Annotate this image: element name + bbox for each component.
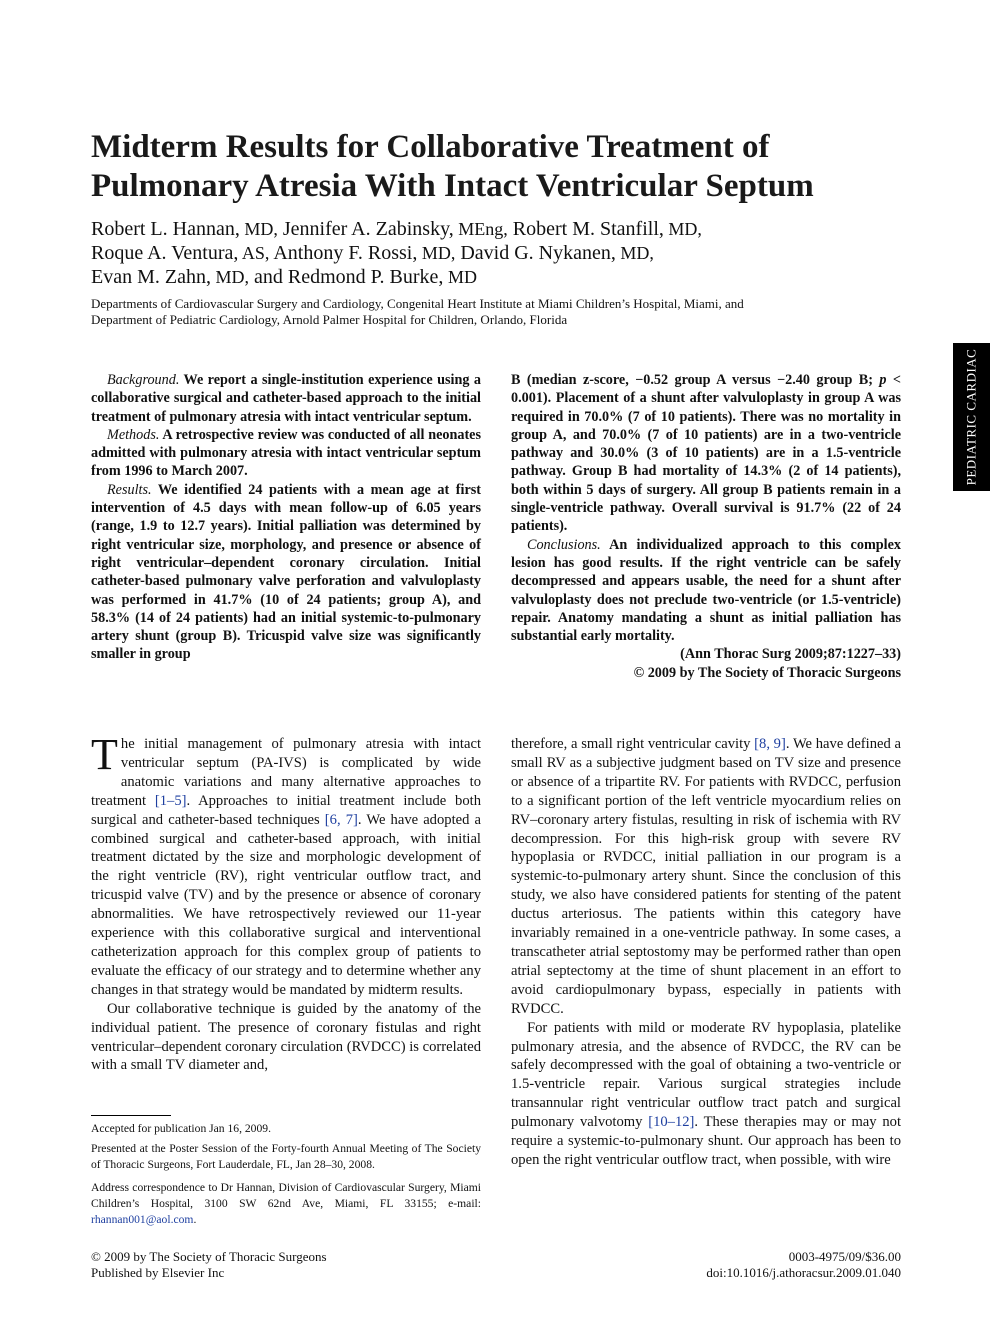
body-text: For patients with mild or moderate RV hypoplasia, platelike pulmonary atresia, and the absence of RVDCC, the RV can be safely decompressed with the goal of obtaining a two-ventricle or 1.5-ventricle repair. Various surgical strategies include transannular right ventricular outflow tract patch and surgical pulmonary valvotomy xyxy=(511,1019,901,1131)
email-link[interactable]: rhannan001@aol.com xyxy=(91,1213,194,1226)
abstract-label: Methods. xyxy=(107,426,160,443)
drop-cap: T xyxy=(91,730,118,779)
footnote-presented xyxy=(91,1141,481,1173)
body-text: therefore, a small right ventricular cavity xyxy=(511,736,755,752)
author-name: Anthony F. Rossi, xyxy=(269,242,418,264)
abstract-text: We identified 24 patients with a mean age at first intervention of 4.5 days with mean follow-up of 6.05 years (range, 1.9 to 12.7 years). Initial palliation was determined by right ventricular size, morphology, and presence or absence of right ventricular–dependent coronary circulation. Initial catheter-based pulmonary valve perforation and valvuloplasty was performed in 41.7% (10 of 24 patients; group A), and 58.3% (14 of 24 patients) had an initial systemic-to-pulmonary artery shunt (group B). Tricuspid valve size was significantly smaller in group xyxy=(91,481,481,663)
author-name: Evan M. Zahn, xyxy=(91,266,211,288)
body-paragraph xyxy=(511,735,901,1019)
footnote-text-part: . xyxy=(193,1213,197,1226)
abstract-text: An individualized approach to this complex lesion has good results. If the right ventricle can be safely decompressed and appears usable, the need for a shunt after valvuloplasty does not preclude two-ventricle (or 1.5-ventricle) repair. Anatomy mandating a shunt as initial palliation has substantial early mortality. xyxy=(511,536,901,645)
footer-right xyxy=(706,1249,901,1281)
author-name: David G. Nykanen, xyxy=(455,242,616,264)
author-degree: MD, xyxy=(417,243,456,263)
abstract-text: < 0.001). Placement of a shunt after valvuloplasty in group A was required in 70.0% (7 of 10 patients). There was no mortality in group A, and 70.0% (7 of 10 patients) are in a two-ventricle pathway and 30.0% (3 of 10 patients) are in a 1.5-ventricle pathway. Group B had mortality of 14.3% (2 of 14 patients), both within 5 days of surgery. All group B patients remain in a single-ventricle pathway. Overall survival is 91.7% (22 of 24 patients). xyxy=(511,372,901,535)
abstract-background xyxy=(91,371,481,426)
reference-link[interactable]: [6, 7] xyxy=(324,811,358,828)
abstract-text: B (median z-score, −0.52 group A versus −2.40 group B; xyxy=(511,372,880,388)
footer-publisher: Published by Elsevier Inc xyxy=(91,1265,225,1280)
body-column-left xyxy=(91,730,481,1075)
body-text: . Approaches to initial treatment include both surgical and catheter-based techniques xyxy=(91,792,481,828)
abstract-copyright: © 2009 by The Society of Thoracic Surgeons xyxy=(633,664,901,681)
author-name: Robert M. Stanfill, xyxy=(507,218,664,240)
abstract-results-continued xyxy=(511,371,901,536)
author-degree: MD, xyxy=(663,219,702,239)
body-text: . These therapies may or may not require a systemic-to-pulmonary shunt. Our approach has been to open the right ventricular outflow tract, when possible, with wire xyxy=(511,1114,902,1168)
body-text: . We have adopted a combined surgical and catheter-based approach, with initial treatment dictated by the size and morphologic development of the right ventricle (RV), right ventricular outflow tract, and tricuspid valve (TV) and by the presence or absence of coronary abnormalities. We have retrospectively reviewed our 11-year experience with this collaborative surgical and interventional catheterization approach for this complex group of patients to evaluate the efficacy of our strategy and to determine whether any changes in that strategy would be mandated by midterm results. xyxy=(91,811,481,998)
footnote-correspondence xyxy=(91,1180,481,1228)
footnote-text-part: Address correspondence to Dr Hannan, Division of Cardiovascular Surgery, Miami Children’s Hospital, 3100 SW 62nd Ave, Miami, FL 33155; e-mail: xyxy=(91,1181,481,1210)
author-list xyxy=(91,217,911,289)
footer-issn: 0003-4975/09/$36.00 xyxy=(788,1249,901,1264)
article-title xyxy=(91,128,911,206)
body-paragraph: Our collaborative technique is guided by the anatomy of the individual patient. The presence of coronary fistulas and right ventricular–dependent coronary circulation (RVDCC) is correlated with a small TV diameter and, xyxy=(91,1000,481,1074)
footer-copyright: © 2009 by The Society of Thoracic Surgeons xyxy=(91,1249,327,1264)
abstract-column-left xyxy=(91,371,481,664)
author-name: Jennifer A. Zabinsky, xyxy=(277,218,454,240)
author-name: and Redmond P. Burke, xyxy=(249,266,444,288)
p-value-symbol: p xyxy=(879,372,887,388)
footer-doi: doi:10.1016/j.athoracsur.2009.01.040 xyxy=(706,1265,901,1280)
abstract-label: Background. xyxy=(107,372,180,388)
affiliation-line: Departments of Cardiovascular Surgery and Cardiology, Congenital Heart Institute at Miami Children’s Hospital, Miami, and xyxy=(91,296,744,311)
footnote-text: Presented at the Poster Session of the Forty-fourth Annual Meeting of The Society of Thoracic Surgeons, Fort Lauderdale, FL, Jan 28–30, 2008. xyxy=(91,1142,481,1171)
body-paragraph xyxy=(91,730,481,1000)
section-tab xyxy=(953,343,990,491)
affiliation-line: Department of Pediatric Cardiology, Arnold Palmer Hospital for Children, Orlando, Florida xyxy=(91,312,568,327)
author-name: Roque A. Ventura, xyxy=(91,242,239,264)
title-line-1: Midterm Results for Collaborative Treatment of xyxy=(91,129,770,165)
abstract-text: We report a single-institution experience using a collaborative surgical and catheter-based approach to the initial treatment of pulmonary atresia with intact ventricular septum. xyxy=(91,372,481,425)
affiliation xyxy=(91,296,911,328)
body-text: he initial management of pulmonary atresia with intact ventricular septum (PA-IVS) is complicated by wide anatomic variations and many alternative approaches to treatment xyxy=(91,736,481,809)
abstract-label: Results. xyxy=(107,481,152,498)
author-name: Robert L. Hannan, xyxy=(91,218,240,240)
reference-link[interactable]: [8, 9] xyxy=(754,736,786,752)
footnote-accepted xyxy=(91,1121,481,1137)
author-degree: MD xyxy=(443,267,477,287)
abstract-text: A retrospective review was conducted of all neonates admitted with pulmonary atresia with intact ventricular septum from 1996 to March 2007. xyxy=(91,426,481,480)
author-degree: MD, xyxy=(239,219,278,239)
abstract-label: Conclusions. xyxy=(527,536,601,553)
reference-link[interactable]: [1–5] xyxy=(154,792,187,809)
abstract-methods xyxy=(91,426,481,481)
abstract-column-right xyxy=(511,371,901,682)
title-line-2: Pulmonary Atresia With Intact Ventricular Septum xyxy=(91,168,814,204)
footnote-text xyxy=(91,1180,481,1228)
footer-left xyxy=(91,1249,327,1281)
author-degree: AS, xyxy=(238,243,270,263)
body-column-right xyxy=(511,735,901,1170)
footnote-text: Accepted for publication Jan 16, 2009. xyxy=(91,1122,271,1135)
section-tab-label: PEDIATRIC CARDIAC xyxy=(963,348,979,486)
body-paragraph xyxy=(511,1019,901,1170)
reference-link[interactable]: [10–12] xyxy=(648,1114,695,1131)
author-degree: MD, xyxy=(210,267,249,287)
journal-citation: (Ann Thorac Surg 2009;87:1227–33) xyxy=(680,646,901,663)
body-text: . We have defined a small RV as a subjective judgment based on TV size and presence or absence of a tripartite RV. For patients with RVDCC, perfusion to a significant portion of the left ventricle myocardium relies on RV–coronary artery fistulas, resulting in risk of ischemia with RV decompression. For this high-risk group with severe RV hypoplasia or RVDCC, initial palliation in our program is a systemic-to-pulmonary artery shunt. Since the conclusion of this study, we also have considered patients for stenting of the patent ductus arteriosus. The patients within this category have invariably remained in a one-ventricle pathway. In some cases, a transcatheter atrial septostomy may be performed rather than open atrial septectomy at the time of shunt placement in an effort to avoid cardiopulmonary bypass, especially in patients with RVDCC. xyxy=(511,736,901,1017)
footnote-divider xyxy=(91,1115,171,1116)
abstract-results xyxy=(91,481,481,664)
author-degree: MD, xyxy=(615,243,654,263)
abstract-conclusions xyxy=(511,536,901,646)
author-degree: MEng, xyxy=(453,219,508,239)
